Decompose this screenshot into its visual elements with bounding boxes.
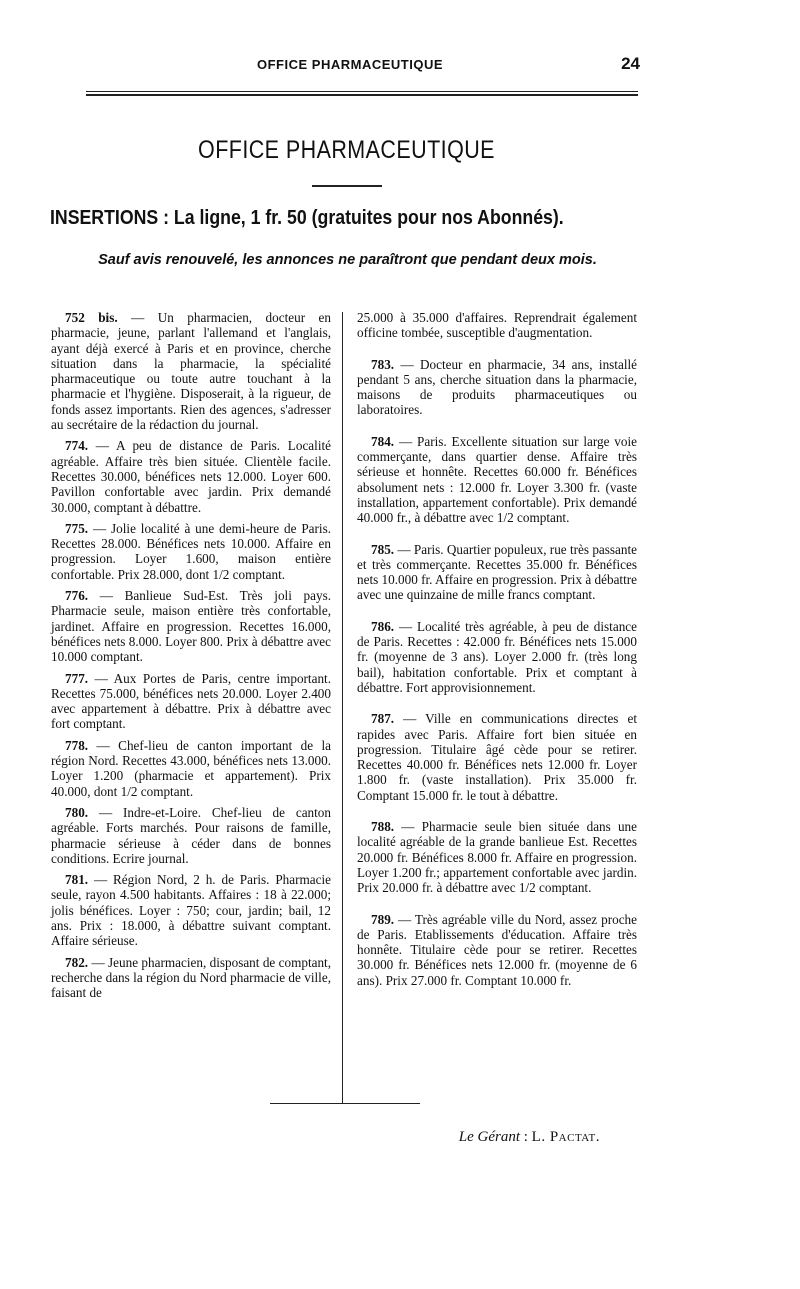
right-column: [357, 310, 637, 994]
classified-ad: [51, 955, 331, 1001]
classified-ad: [51, 588, 331, 664]
classified-ad: [357, 819, 637, 895]
ad-number: 774.: [65, 438, 89, 454]
ad-text: — Indre-et-Loire. Chef-lieu de canton agréable. Forts marchés. Pour raisons de famille, pharmacie sérieuse à céder dans de bonnes conditions. Ecrire journal.: [51, 804, 331, 866]
ad-number: 783.: [371, 356, 395, 372]
ad-text: — Paris. Quartier populeux, rue très passante et très commerçante. Recettes 35.000 fr. Bénéfices nets 10.000 fr. Affaire en progression. Prix à débattre avec une quinzaine de mille francs comptant.: [357, 541, 637, 603]
classified-ad: [51, 438, 331, 514]
classified-ad: [357, 619, 637, 695]
ad-text: — Paris. Excellente situation sur large voie commerçante, dans quartier dense. Affaire très sérieuse et honnête. Recettes 60.000 fr. Bénéfices absolument nets : 12.000 fr. Loyer 3.300 fr. (vaste installation, appartement confortable). Prix demandé 40.000 fr., à débattre avec 1/2 comptant.: [357, 433, 638, 526]
ad-number: 784.: [371, 433, 395, 449]
classified-ad: [357, 357, 637, 418]
ad-text: — Chef-lieu de canton important de la région Nord. Recettes 43.000, bénéfices nets 13.000. Loyer 1.200 (pharmacie et appartement). Prix 40.000, dont 1/2 comptant.: [51, 737, 332, 799]
ad-number: 776.: [65, 588, 89, 604]
ad-text: — Un pharmacien, docteur en pharmacie, jeune, parlant l'allemand et l'anglais, ayant déjà exercé à Paris et en province, cherche situation dans la pharmacie, la spécialité pharmaceutique ou toute autre touchant à la pharmacie et l'hygiène. Disposerait, à la rigueur, de fonds assez importants. Rien des agences, s'adresser au secrétaire de la rédaction du journal.: [51, 310, 331, 433]
footer-rule: [270, 1103, 420, 1104]
classified-ad-continuation: [357, 310, 637, 341]
column-divider: [342, 312, 343, 1104]
signature: [459, 1129, 600, 1146]
ad-text: 25.000 à 35.000 d'affaires. Reprendrait également officine tombée, susceptible d'augmentation.: [357, 310, 637, 341]
ad-number: 787.: [371, 711, 395, 727]
ad-text: — Aux Portes de Paris, centre important. Recettes 75.000, bénéfices nets 20.000. Loyer 2.400 avec appartement à débattre. Prix à débattre avec fort comptant.: [51, 670, 332, 732]
header-rule: [86, 91, 638, 92]
ad-text: — Jolie localité à une demi-heure de Paris. Recettes 28.000. Bénéfices nets 10.000. Affaire en progression. Loyer 1.600, maison entière confortable. Prix 28.000, dont 1/2 comptant.: [51, 520, 331, 582]
ad-text: — A peu de distance de Paris. Localité agréable. Affaire très bien située. Clientèle facile. Recettes 30.000, bénéfices nets 12.000. Loyer 600. Pavillon confortable avec jardin. Prix demandé 30.000, comptant à débattre.: [51, 438, 332, 515]
ad-number: 786.: [371, 618, 395, 634]
classified-ad: [357, 711, 637, 803]
ad-text: — Localité très agréable, à peu de distance de Paris. Recettes : 42.000 fr. Bénéfices nets 15.000 fr. (moyenne de 3 ans). Loyer 2.000 fr. (très long bail), habitation confortable. Prix et comptant à débattre. Fort approvisionnement.: [357, 618, 637, 695]
classified-ad: [357, 912, 637, 988]
ad-text: — Jeune pharmacien, disposant de comptant, recherche dans la région du Nord pharmacie de ville, faisant de: [51, 954, 332, 1001]
classified-ad: [357, 542, 637, 603]
insertion-rates: INSERTIONS : La ligne, 1 fr. 50 (gratuites pour nos Abonnés).: [50, 207, 564, 229]
ad-number: 781.: [65, 872, 89, 888]
ad-number: 752 bis.: [65, 310, 118, 325]
signature-separator: :: [520, 1129, 532, 1145]
left-column: [51, 310, 331, 1006]
classified-ad: [357, 434, 637, 526]
ad-number: 785.: [371, 541, 395, 557]
header-rule-thick: [86, 94, 638, 96]
ad-number: 778.: [65, 737, 89, 753]
ad-number: 788.: [371, 819, 395, 835]
classified-ad: [51, 521, 331, 582]
classified-ad: [51, 872, 331, 948]
classified-ad: [51, 738, 331, 799]
ad-text: — Docteur en pharmacie, 34 ans, installé pendant 5 ans, cherche situation dans la pharmacie, maisons de produits pharmaceutiques ou laboratoires.: [357, 356, 637, 418]
ad-text: — Pharmacie seule bien située dans une localité agréable de la grande banlieue Est. Recettes 20.000 fr. Bénéfices 8.000 fr. Affaire en progression. Loyer 1.200 fr.; appartement confortable avec jardin. Prix 20.000 fr. à débattre avec 1/2 comptant.: [357, 819, 637, 896]
classified-ad: [51, 805, 331, 866]
title-rule: [312, 185, 382, 187]
ad-number: 789.: [371, 911, 395, 927]
ad-number: 780.: [65, 804, 89, 820]
ad-number: 775.: [65, 520, 89, 536]
running-header: [60, 54, 640, 79]
classified-ad: [51, 671, 331, 732]
running-title: OFFICE PHARMACEUTIQUE: [257, 57, 443, 72]
signature-role: Le Gérant: [458, 1129, 520, 1145]
renewal-notice: Sauf avis renouvelé, les annonces ne paraîtront que pendant deux mois.: [98, 252, 597, 268]
ad-number: 782.: [65, 954, 89, 970]
ad-number: 777.: [65, 670, 89, 686]
ad-text: — Ville en communications directes et rapides avec Paris. Affaire fort bien située en progression. Titulaire âgé cède pour se retirer. Recettes 40.000 fr. Bénéfices nets 12.000 fr. Loyer 1.800 fr. (vaste installation). Prix 35.000 fr. Comptant 15.000 fr. le tout à débattre.: [357, 711, 637, 803]
ad-text: — Très agréable ville du Nord, assez proche de Paris. Etablissements d'éducation. Affaire très honnête. Titulaire cède pour se retirer. Recettes 30.000 fr. Bénéfices nets 12.000 fr. (moyenne de 6 ans). Prix 27.000 fr. Comptant 10.000 fr.: [357, 911, 637, 988]
signature-name: L. Pactat.: [531, 1129, 600, 1145]
page-title: OFFICE PHARMACEUTIQUE: [198, 136, 495, 164]
ad-text: — Banlieue Sud-Est. Très joli pays. Pharmacie seule, maison entière très confortable, jardinet. Affaire en progression. Recettes 16.000, bénéfices nets 8.000. Loyer 800. Prix à débattre avec 10.000 comptant.: [51, 588, 332, 665]
page-number: 24: [621, 54, 640, 73]
ad-text: — Région Nord, 2 h. de Paris. Pharmacie seule, rayon 4.500 habitants. Affaires : 18 à 22.000; jolis bénéfices. Loyer : 750; cour, jardin; bail, 12 ans. Prix : 18.000, à débattre suivant comptant. Affaire sérieuse.: [51, 872, 331, 949]
classified-ad: [51, 310, 331, 432]
